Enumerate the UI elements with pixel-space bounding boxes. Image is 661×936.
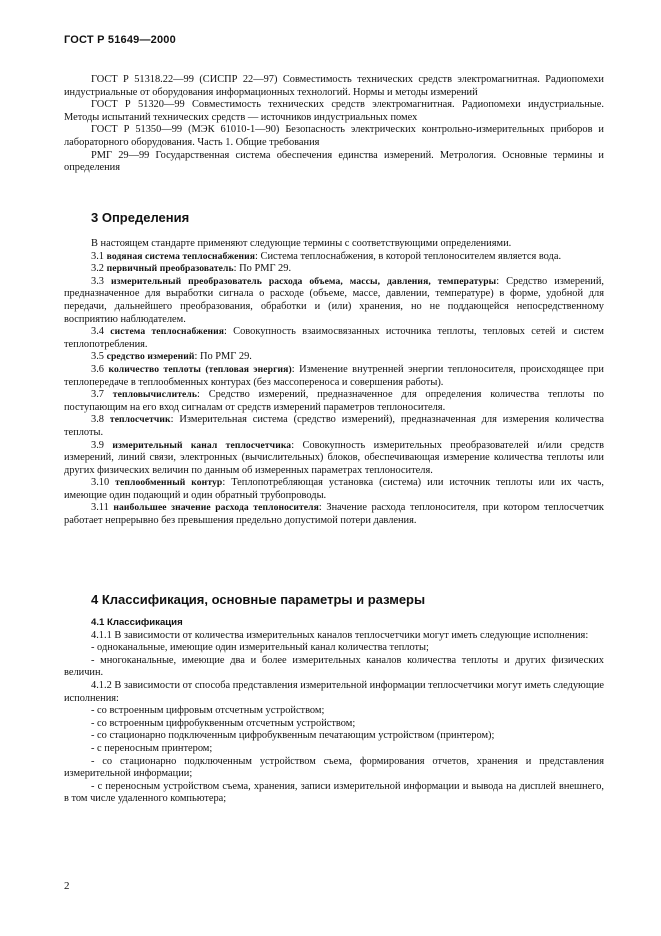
references-list	[64, 74, 604, 175]
list-item: - с переносным устройством съема, хранения, записи измерительной информации и вывода на дисплей внешнего, в том числе удаленного компьютера;	[64, 780, 604, 805]
reference-item: ГОСТ Р 51318.22—99 (СИСПР 22—97) Совместимость технических средств электромагнитная. Радиопомехи индустриальные от оборудования информационных технологий. Нормы и методы измерений	[64, 74, 604, 98]
reference-item: РМГ 29—99 Государственная система обеспечения единства измерений. Метрология. Основные термины и определения	[64, 149, 604, 174]
subsection-4-1-heading: 4.1 Классификация	[91, 617, 183, 628]
clause-4-1-2: 4.1.2 В зависимости от способа представления измерительной информации теплосчетчики могут иметь следующие исполнения:	[64, 679, 604, 704]
definition-item: 3.9 измерительный канал теплосчетчика: Совокупность измерительных преобразователей и/или средств измерений, линий связи, электронных (вычислительных) блоков, обеспечивающая измерение количества теплоты или других физических величин по данным об измеренных параметрах теплоносителя.	[64, 439, 604, 476]
definition-item: 3.7 тепловычислитель: Средство измерений, предназначенное для определения количества теплоты по поступающим на его вход сигналам от средств измерений параметров теплоносителя.	[64, 389, 604, 413]
definition-item: 3.10 теплообменный контур: Теплопотребляющая установка (система) или источник теплоты или их часть, имеющие один подающий и один обратный трубопроводы.	[64, 477, 604, 501]
definition-term: измерительный преобразователь расхода объема, массы, давления, температуры	[111, 275, 497, 287]
definition-term: тепловычислитель	[112, 389, 198, 401]
definition-term: теплообменный контур	[115, 477, 223, 489]
definition-item: 3.6 количество теплоты (тепловая энергия): Изменение внутренней энергии теплоносителя, происходящее при теплопередаче в теплообменных контурах (без массопереноса и совершения работы).	[64, 363, 604, 388]
list-item: - со стационарно подключенным цифробуквенным печатающим устройством (принтером);	[91, 730, 495, 742]
list-item: - многоканальные, имеющие два и более измерительных каналов количества теплоты и других физических величин.	[64, 654, 604, 679]
list-item: - с переносным принтером;	[91, 742, 213, 754]
standard-header: ГОСТ Р 51649—2000	[64, 34, 176, 46]
definition-term: система теплоснабжения	[110, 326, 224, 338]
definition-term: средство измерений	[106, 351, 195, 363]
section-4-heading: 4 Классификация, основные параметры и размеры	[91, 592, 426, 607]
reference-item: ГОСТ Р 51320—99 Совместимость технических средств электромагнитная. Радиопомехи индустриальные. Методы испытаний технических средств — источников индустриальных помех	[64, 99, 604, 123]
definition-item: 3.1 водяная система теплоснабжения: Система теплоснабжения, в которой теплоносителем является вода.	[91, 250, 562, 262]
classification-block	[64, 617, 604, 806]
definition-item: 3.3 измерительный преобразователь расхода объема, массы, давления, температуры: Средство измерений, предназначенное для выработки сигнала о расходе (объеме, массе, давлении, температуре) в форме, удобной для передачи, дальнейшего преобразования, обработки и (или) хранения, но не поддающейся непосредственному восприятию наблюдателем.	[64, 275, 604, 325]
definitions-intro: В настоящем стандарте применяют следующие термины с соответствующими определениями.	[91, 238, 512, 249]
list-item: - со стационарно подключенным устройством съема, формирования отчетов, хранения и представления измерительной информации;	[64, 755, 604, 780]
definition-term: водяная система теплоснабжения	[106, 250, 256, 262]
definition-term: первичный преобразователь	[106, 263, 234, 275]
section-3-heading: 3 Определения	[91, 210, 190, 225]
definition-item: 3.5 средство измерений: По РМГ 29.	[91, 351, 252, 363]
definition-item: 3.8 теплосчетчик: Измерительная система (средство измерений), предназначенная для измерения количества теплоты.	[64, 414, 604, 438]
definition-term: количество теплоты (тепловая энергия)	[108, 363, 292, 375]
page-number: 2	[64, 880, 70, 892]
definition-term: теплосчетчик	[109, 414, 171, 426]
list-item: - одноканальные, имеющие один измерительный канал количества теплоты;	[91, 642, 429, 654]
list-item: - со встроенным цифровым отсчетным устройством;	[91, 705, 325, 717]
definition-term: наибольшее значение расхода теплоносителя	[113, 502, 319, 514]
definition-item: 3.2 первичный преобразователь: По РМГ 29.	[91, 263, 292, 275]
definition-item: 3.4 система теплоснабжения: Совокупность взаимосвязанных источника теплоты, тепловых сетей и систем теплопотребления.	[64, 326, 604, 350]
clause-4-1-1: 4.1.1 В зависимости от количества измерительных каналов теплосчетчики могут иметь следующие исполнения:	[91, 629, 589, 641]
definitions-list	[64, 238, 604, 528]
definition-item: 3.11 наибольшее значение расхода теплоносителя: Значение расхода теплоносителя, при котором теплосчетчик работает непрерывно без превышения предельно допустимой потери давления.	[64, 502, 604, 527]
list-item: - со встроенным цифробуквенным отсчетным устройством;	[91, 717, 356, 729]
definition-term: измерительный канал теплосчетчика	[112, 439, 292, 451]
reference-item: ГОСТ Р 51350—99 (МЭК 61010-1—90) Безопасность электрических контрольно-измерительных приборов и лабораторного оборудования. Часть 1. Общие требования	[64, 124, 604, 148]
